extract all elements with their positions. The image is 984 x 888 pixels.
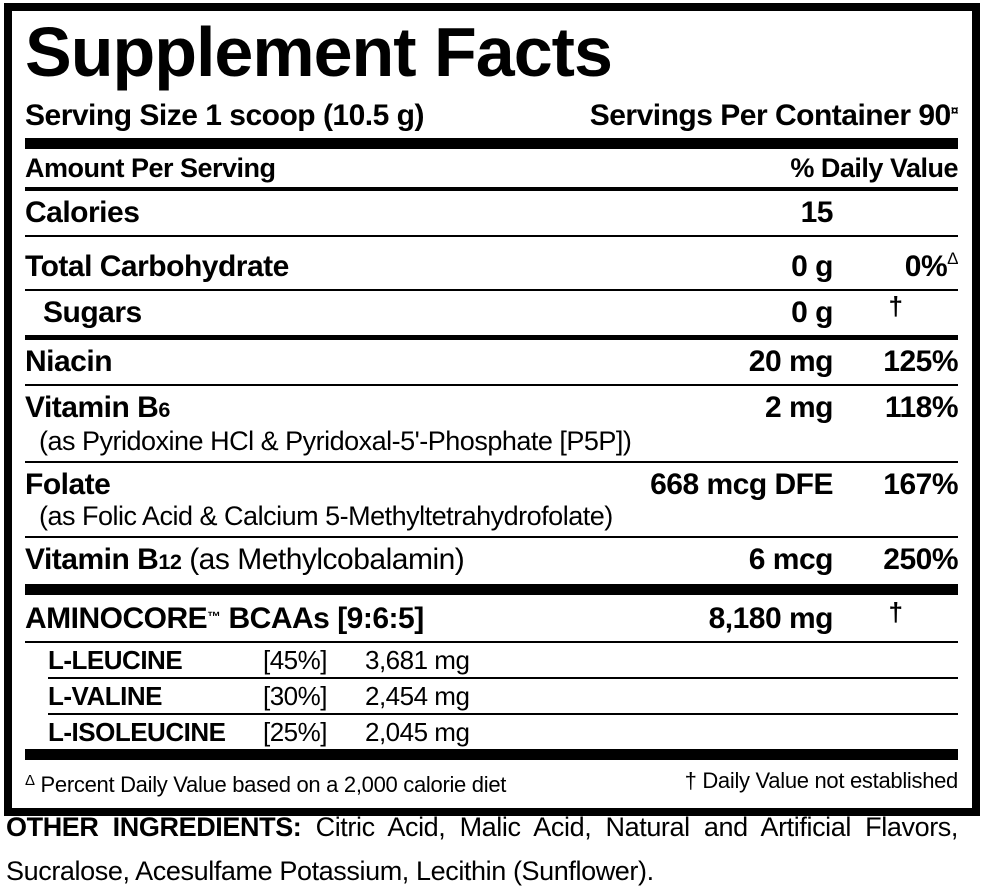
nutrient-amount: 668 mcg DFE [650,468,833,501]
nutrient-amount: 15 [800,196,833,229]
nutrient-amount: 6 mcg [748,543,833,576]
nutrient-amount: 0 g [791,250,833,283]
amino-percent: [45%] [263,644,327,675]
nutrient-name: Folate [25,468,111,501]
nutrient-dv: 125% [883,345,958,378]
nutrient-row-aminocore-bcaas [25,595,958,641]
other-ingredients [6,805,958,888]
amino-amount: 2,454 mg [365,680,470,711]
dv-footnote-marker: Δ [947,249,958,268]
nutrient-name: Total Carbohydrate [25,250,289,283]
amino-amount: 2,045 mg [365,716,470,747]
dagger-marker: † [684,767,697,793]
nutrient-amount: 0 g [791,296,833,329]
nutrient-row-calories [25,191,958,235]
column-header-row [25,149,958,187]
other-ingredients-text: Citric Acid, Malic Acid, Natural and Artificial Flavors, Sucralose, Acesulfame Potassium, Lecithin (Sunflower). [6,812,958,886]
dagger-marker: † [888,596,903,627]
thick-divider [25,138,958,149]
nutrient-row-vitamin-b12 [25,538,958,584]
nutrient-name: Sugars [43,296,142,329]
amino-name: L-LEUCINE [48,644,183,675]
nutrient-row-folate [25,463,958,536]
dv-not-established-footnote: † Daily Value not established [684,767,958,793]
nutrient-name: Calories [25,196,140,229]
nutrient-amount: 8,180 mg [708,601,833,635]
amount-per-serving-header: Amount Per Serving [25,153,276,183]
dagger-marker: † [888,291,903,321]
nutrient-amount: 2 mg [764,391,833,424]
nutrient-dv: 250% [883,543,958,576]
vitamin-number: 6 [158,397,170,422]
nutrient-dv [833,291,958,330]
percent-dv-footnote: $^\Delta$ Percent Daily Value based on a 2,000 calorie diet [25,771,507,797]
other-ingredients-label: OTHER INGREDIENTS: [6,812,302,842]
amino-name: L-VALINE [48,680,162,711]
amino-percent: [25%] [263,716,327,747]
nutrient-source-note: (as Folic Acid & Calcium 5-Methyltetrahydrofolate) [39,501,613,531]
amino-name: L-ISOLEUCINE [48,716,226,747]
triangle-marker: Δ [25,771,35,789]
nutrient-dv [833,596,958,636]
thick-divider [25,749,958,760]
nutrient-name: Vitamin B6 [25,391,170,424]
amino-row-l-valine [48,679,958,713]
nutrient-name: AMINOCORE™ BCAAs [9:6:5] [25,601,424,635]
amino-percent: [30%] [263,680,327,711]
nutrient-dv: 118% [884,391,958,424]
serving-info-row [25,92,958,134]
nutrient-dv: 167% [883,468,958,501]
nutrient-dv: 0%$^\Delta$ [904,249,958,283]
servings-footnote-marker: ¤ [950,102,958,118]
amino-row-l-leucine [48,643,958,677]
thick-divider [25,584,958,595]
nutrient-row-total-carbohydrate [25,237,958,289]
nutrient-row-sugars [25,291,958,335]
amino-amount: 3,681 mg [365,644,470,675]
nutrient-row-niacin [25,340,958,384]
nutrient-row-vitamin-b6 [25,386,958,461]
nutrient-name: Vitamin B12 (as Methylcobalamin) [25,543,465,576]
serving-size: Serving Size 1 scoop (10.5 g) [25,99,424,132]
nutrient-name: Niacin [25,345,113,378]
amino-row-l-isoleucine [48,715,958,749]
nutrient-source-note: (as Pyridoxine HCl & Pyridoxal-5'-Phosphate [P5P]) [39,426,632,456]
servings-per-container: Servings Per Container 90¤ [589,99,958,132]
nutrient-inline-note: (as Methylcobalamin) [189,543,465,576]
vitamin-number: 12 [158,549,182,574]
facts-panel [4,3,980,816]
daily-value-header: % Daily Value [790,153,958,183]
footnote-row [25,760,958,808]
trademark-symbol: ™ [207,609,221,624]
panel-title: Supplement Facts [25,13,612,91]
nutrient-amount: 20 mg [748,345,833,378]
